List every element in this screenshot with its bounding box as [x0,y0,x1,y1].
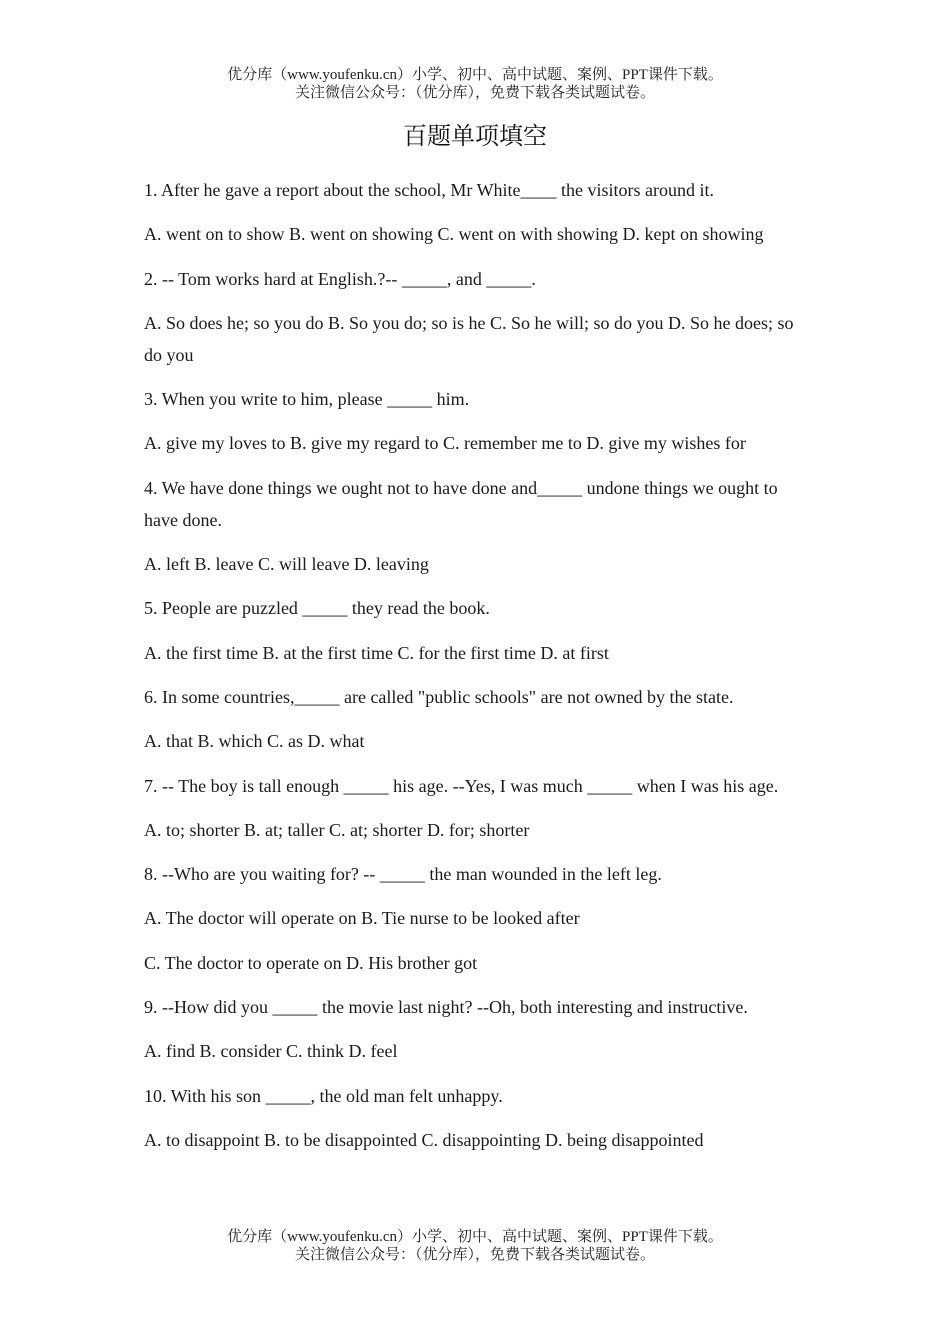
footer-line-2: 关注微信公众号：（优分库），免费下载各类试题试卷。 [294,1247,655,1263]
header-line-1: 优分库（www.youfenku.cn）小学、初中、高中试题、案例、PPT课件下载。 [227,67,723,83]
question-3: 3. When you write to him, please _____ him. [144,389,470,410]
page-title: 百题单项填空 [403,124,547,150]
page-footer [0,1228,950,1264]
options-5: A. the first time B. at the first time C. for the first time D. at first [144,642,609,663]
options-8-cd: C. The doctor to operate on D. His brother got [144,952,478,973]
page-header [0,66,950,102]
question-5: 5. People are puzzled _____ they read the book. [144,598,490,619]
options-6: A. that B. which C. as D. what [144,731,365,752]
options-3: A. give my loves to B. give my regard to C. remember me to D. give my wishes for [144,433,746,454]
options-8-ab: A. The doctor will operate on B. Tie nurse to be looked after [144,908,580,929]
question-8: 8. --Who are you waiting for? -- _____ the man wounded in the left leg. [144,864,662,885]
question-6: 6. In some countries,_____ are called "public schools" are not owned by the state. [144,686,734,707]
question-list [144,174,810,1168]
question-9: 9. --How did you _____ the movie last night? --Oh, both interesting and instructive. [144,997,748,1018]
options-2: A. So does he; so you do B. So you do; so is he C. So he will; so do you D. So he does; so do you [144,312,794,365]
header-line-2: 关注微信公众号：（优分库），免费下载各类试题试卷。 [294,85,655,101]
options-7: A. to; shorter B. at; taller C. at; shorter D. for; shorter [144,819,530,840]
options-4: A. left B. leave C. will leave D. leaving [144,554,429,575]
question-4: 4. We have done things we ought not to have done and_____ undone things we ought to have done. [144,477,778,530]
question-2: 2. -- Tom works hard at English.?-- _____, and _____. [144,268,536,289]
options-9: A. find B. consider C. think D. feel [144,1041,398,1062]
question-7: 7. -- The boy is tall enough _____ his age. --Yes, I was much _____ when I was his age. [144,775,779,796]
footer-line-1: 优分库（www.youfenku.cn）小学、初中、高中试题、案例、PPT课件下载。 [227,1229,723,1245]
question-1: 1. After he gave a report about the school, Mr White____ the visitors around it. [144,180,715,200]
options-1: A. went on to show B. went on showing C. went on with showing D. kept on showing [144,224,764,245]
options-10: A. to disappoint B. to be disappointed C. disappointing D. being disappointed [144,1129,704,1150]
question-10: 10. With his son _____, the old man felt unhappy. [144,1085,503,1106]
